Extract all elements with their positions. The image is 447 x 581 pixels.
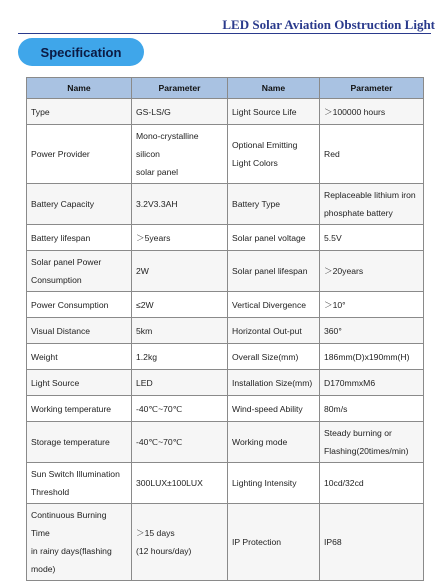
table-cell: Battery lifespan — [27, 225, 132, 251]
section-badge: Specification — [18, 38, 144, 66]
column-header: Parameter — [320, 78, 424, 99]
table-cell: Working temperature — [27, 396, 132, 422]
table-cell: Lighting Intensity — [228, 463, 320, 504]
table-cell: Type — [27, 99, 132, 125]
column-header: Parameter — [132, 78, 228, 99]
table-cell: Solar panel Power Consumption — [27, 251, 132, 292]
table-row — [27, 396, 424, 422]
table-row — [27, 463, 424, 504]
table-cell: 80m/s — [320, 396, 424, 422]
table-cell: Wind-speed Ability — [228, 396, 320, 422]
table-cell: Battery Type — [228, 184, 320, 225]
table-cell: Steady burning or Flashing(20times/min) — [320, 422, 424, 463]
table-cell: 300LUX±100LUX — [132, 463, 228, 504]
table-cell: Working mode — [228, 422, 320, 463]
table-cell: Light Source — [27, 370, 132, 396]
table-cell: ≤2W — [132, 292, 228, 318]
table-cell: IP Protection — [228, 504, 320, 581]
table-cell: Horizontal Out-put — [228, 318, 320, 344]
table-cell: Overall Size(mm) — [228, 344, 320, 370]
table-cell: Power Provider — [27, 125, 132, 184]
table-cell: -40℃~70℃ — [132, 422, 228, 463]
spec-table — [26, 77, 424, 581]
table-cell: 5km — [132, 318, 228, 344]
table-row — [27, 251, 424, 292]
table-cell: Optional Emitting Light Colors — [228, 125, 320, 184]
table-header-row — [27, 78, 424, 99]
table-cell: Sun Switch Illumination Threshold — [27, 463, 132, 504]
table-cell: 186mm(D)x190mm(H) — [320, 344, 424, 370]
table-cell: -40℃~70℃ — [132, 396, 228, 422]
table-cell: ＞15 days (12 hours/day) — [132, 504, 228, 581]
table-cell: 10cd/32cd — [320, 463, 424, 504]
table-cell: IP68 — [320, 504, 424, 581]
table-row — [27, 125, 424, 184]
table-cell: Solar panel lifespan — [228, 251, 320, 292]
table-row — [27, 225, 424, 251]
table-row — [27, 422, 424, 463]
table-cell: Installation Size(mm) — [228, 370, 320, 396]
table-cell: LED — [132, 370, 228, 396]
table-cell: Visual Distance — [27, 318, 132, 344]
table-cell: Solar panel voltage — [228, 225, 320, 251]
document-title: LED Solar Aviation Obstruction Light — [222, 17, 435, 32]
table-row — [27, 292, 424, 318]
table-cell: Replaceable lithium iron phosphate battery — [320, 184, 424, 225]
table-cell: 1.2kg — [132, 344, 228, 370]
table-cell: Weight — [27, 344, 132, 370]
table-row — [27, 344, 424, 370]
table-cell: ＞20years — [320, 251, 424, 292]
table-cell: ＞10° — [320, 292, 424, 318]
table-cell: Light Source Life — [228, 99, 320, 125]
table-row — [27, 370, 424, 396]
title-divider — [18, 33, 431, 34]
column-header: Name — [228, 78, 320, 99]
table-row — [27, 99, 424, 125]
table-cell: Storage temperature — [27, 422, 132, 463]
table-cell: Continuous Burning Time in rainy days(flashing mode) — [27, 504, 132, 581]
table-row — [27, 184, 424, 225]
table-cell: Red — [320, 125, 424, 184]
table-cell: GS-LS/G — [132, 99, 228, 125]
column-header: Name — [27, 78, 132, 99]
table-row — [27, 318, 424, 344]
table-cell: 2W — [132, 251, 228, 292]
table-row — [27, 504, 424, 581]
table-cell: 360° — [320, 318, 424, 344]
table-cell: ＞100000 hours — [320, 99, 424, 125]
table-cell: Power Consumption — [27, 292, 132, 318]
table-cell: 5.5V — [320, 225, 424, 251]
table-cell: D170mmxM6 — [320, 370, 424, 396]
table-cell: 3.2V3.3AH — [132, 184, 228, 225]
table-cell: Mono-crystalline silicon solar panel — [132, 125, 228, 184]
table-cell: ＞5years — [132, 225, 228, 251]
table-cell: Vertical Divergence — [228, 292, 320, 318]
table-cell: Battery Capacity — [27, 184, 132, 225]
